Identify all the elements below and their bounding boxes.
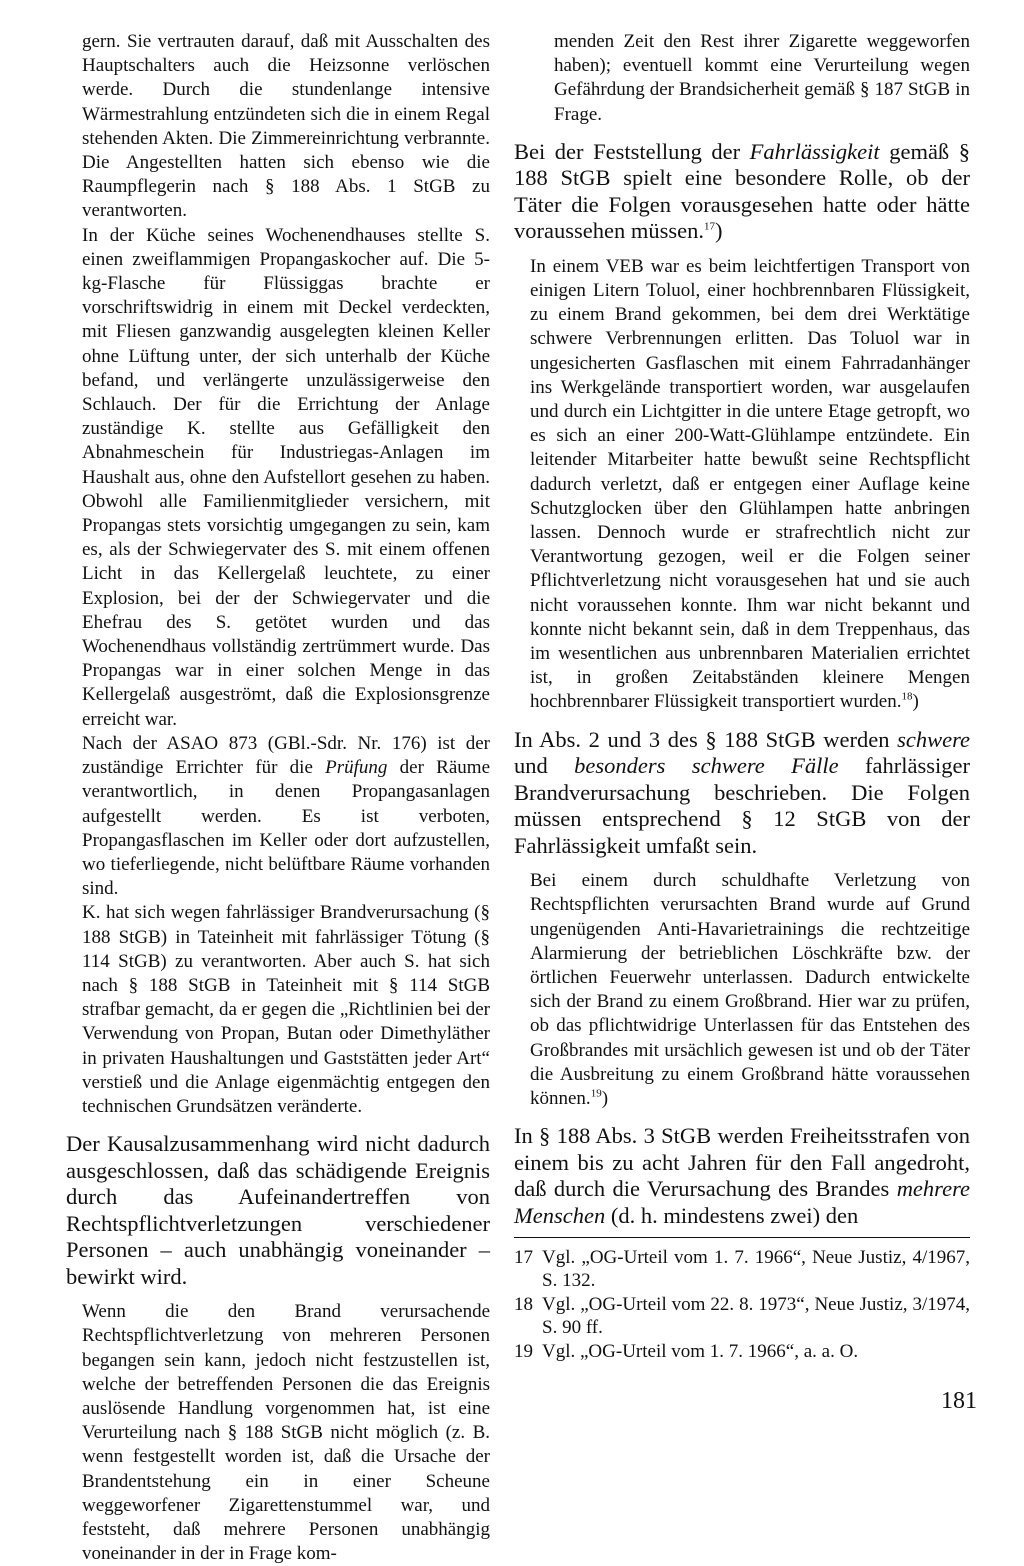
emphasis: schwere: [897, 726, 970, 752]
footnote-18: [514, 1293, 970, 1339]
right-paragraph-6: [514, 1123, 970, 1229]
left-paragraph-2: In der Küche seines Wochenendhauses stellte S. einen zweiflammigen Propangaskocher auf. Die 5-kg-Flasche für Flüssiggas brachte er vorschriftswidrig in einem mit Deckel verdeckten, mit Fliesen ganzwandig ausgelegten kleinen Keller ohne Lüftung unter, der sich unterhalb der Küche befand, und verlängerte unzulässigerweise den Schlauch. Der für die Errichtung der Anlage zuständige K. stellte aus Gefälligkeit den Abnahmeschein für Industriegas-Anlagen im Haushalt aus, ohne den Aufstellort gesehen zu haben. Obwohl alle Familienmitglieder versichern, mit Propangas stets vorsichtig umgegangen zu sein, kam es, als der Schwiegervater des S. mit einem offenen Licht in das Kellergelaß leuchtete, zu einer Explosion, bei der der Schwiegervater und die Ehefrau des S. getötet wurden und das Wochenendhaus vollständig zertrümmert wurde. Das Propangas war in einer solchen Menge in das Kellergelaß ausgeströmt, daß die Explosionsgrenze erreicht war.: [82, 224, 490, 730]
text-run: In einem VEB war es beim leichtfertigen Transport von einigen Litern Toluol, einer hochbrennbaren Flüssigkeit, zu einem Brand gekommen, bei dem drei Werktätige schwere Verbrennungen erlitten. Das Toluol war in ungesicherten Gasflaschen mit einem Fahrradanhänger ins Werkgelände transportiert worden, war ausgelaufen und durch ein Lichtgitter in die untere Etage getropft, wo es sich an einer 200-Watt-Glühlampe entzündete. Ein leitender Mitarbeiter hatte bewußt seine Rechtspflicht dadurch verletzt, daß er entgegen einer Auflage keine Schutzglocken über den Glühlampen hatte anbringen lassen. Dennoch wurde er strafrechtlich nicht zur Verantwortung gezogen, weil er die Folgen seiner Pflichtverletzung nicht vorausgesehen hat und sie auch nicht voraussehen konnte. Ihm war nicht bekannt und konnte nicht bekannt sein, daß in dem Treppenhaus, das im wesentlichen aus unbrennbaren Materialien errichtet ist, in großen Zeitabständen kleinere Mengen hochbrennbarer Flüssigkeit transportiert wurden.: [530, 255, 970, 713]
text-run: ): [912, 691, 919, 713]
emphasis: Fahrlässigkeit: [749, 138, 880, 164]
emphasis: Prüfung: [325, 757, 388, 779]
emphasis: besonders schwere Fälle: [574, 753, 839, 779]
page-number: 181: [941, 1388, 977, 1414]
text-run: und: [514, 753, 575, 779]
left-paragraph-1: gern. Sie vertrauten darauf, daß mit Ausschalten des Hauptschalters auch die Heizsonne verlöschen werde. Durch die stundenlange intensive Wärmestrahlung entzündeten sich die in einem Regal stehenden Akten. Die Zimmereinrichtung verbrannte. Die Angestellten hatten sich ebenso wie die Raumpflegerin nach § 188 Abs. 1 StGB zu verantworten.: [82, 31, 490, 222]
footnote-text: Vgl. „OG-Urteil vom 1. 7. 1966“, a. a. O.: [542, 1341, 859, 1363]
right-column: [514, 30, 970, 1364]
left-paragraph-3: [66, 732, 490, 901]
footnote-ref-17: 17: [703, 220, 715, 233]
footnote-number: 18: [514, 1294, 533, 1316]
text-run: (d. h. mindestens zwei) den: [605, 1202, 859, 1228]
left-paragraph-6: Wenn die den Brand verursachende Rechtspflichtverletzung von mehreren Personen begangen sein kann, jedoch nicht festzustellen ist, welche der betreffenden Personen die das Ereignis auslösende Handlung vorgenommen hat, ist eine Verurteilung nach § 188 StGB nicht möglich (z. B. wenn festgestellt worden ist, daß die Ursache der Brandentstehung ein in einer Scheune weggeworfener Zigarettenstummel war, und feststeht, daß mehrere Personen unabhängig voneinander in der in Frage kom-: [82, 1301, 490, 1565]
right-paragraph-2: [514, 139, 970, 245]
right-paragraph-5: [514, 869, 970, 1111]
right-paragraph-1: menden Zeit den Rest ihrer Zigarette weggeworfen haben); eventuell kommt eine Verurteilung wegen Gefährdung der Brandsicherheit gemäß § 187 StGB in Frage.: [554, 31, 970, 125]
right-paragraph-4: [514, 727, 970, 860]
left-column: [66, 30, 490, 1566]
text-run: ): [601, 1088, 609, 1109]
footnote-number: 19: [514, 1341, 533, 1363]
footnote-ref-18: 18: [901, 691, 913, 704]
text-run: der Räume verantwortlich, in denen Propangasanlagen aufgestellt werden. Es ist verboten, Propangasflaschen im Keller oder dort aufzustellen, wo tieferliegende, nicht belüftbare Räume vorhanden sind.: [82, 757, 490, 900]
footnote-19: [514, 1340, 970, 1363]
left-paragraph-4: K. hat sich wegen fahrlässiger Brandverursachung (§ 188 StGB) in Tateinheit mit fahrlässiger Tötung (§ 114 StGB) zu verantworten. Aber auch S. hat sich nach § 188 StGB in Tateinheit mit § 114 StGB strafbar gemacht, da er gegen die „Richtlinien bei der Verwendung von Propan, Butan oder Dimethyläther in privaten Haushaltungen und Gaststätten jeder Art“ verstieß und die Anlage eigenmächtig entgegen den technischen Grundsätzen veränderte.: [82, 902, 490, 1117]
text-run: ): [714, 218, 723, 244]
footnote-17: [514, 1246, 970, 1292]
footnote-text: Vgl. „OG-Urteil vom 1. 7. 1966“, Neue Justiz, 4/1967, S. 132.: [542, 1247, 970, 1292]
footnote-text: Vgl. „OG-Urteil vom 22. 8. 1973“, Neue Justiz, 3/1974, S. 90 ff.: [542, 1294, 970, 1339]
text-run: In § 188 Abs. 3 StGB werden Freiheitsstrafen von einem bis zu acht Jahren für den Fall angedroht, daß durch die Verursachung des Brandes: [514, 1123, 970, 1202]
footnote-ref-19: 19: [590, 1087, 602, 1100]
emphasis: mehrere Menschen: [514, 1176, 970, 1228]
text-run: fahrlässiger Brandverursachung beschrieben. Die Folgen müssen entsprechend § 12 StGB von der Fahrlässigkeit umfaßt sein.: [514, 753, 971, 858]
right-paragraph-3: [514, 255, 970, 715]
footnotes: [514, 1237, 970, 1363]
text-run: gemäß § 188 StGB spielt eine besondere Rolle, ob der Täter die Folgen vorausgesehen hatte oder hätte voraussehen müssen.: [514, 138, 970, 244]
text-run: Nach der ASAO 873 (GBl.-Sdr. Nr. 176) ist der zuständige Errichter für die: [82, 732, 490, 779]
text-run: Bei der Feststellung der: [514, 138, 750, 164]
text-run: In Abs. 2 und 3 des § 188 StGB werden: [514, 726, 898, 752]
footnote-number: 17: [514, 1247, 533, 1269]
left-paragraph-5: Der Kausalzusammenhang wird nicht dadurch ausgeschlossen, daß das schädigende Ereignis durch das Aufeinandertreffen von Rechtspflichtverletzungen verschiedener Personen – auch unabhängig voneinander – bewirkt wird.: [66, 1131, 490, 1289]
text-run: Bei einem durch schuldhafte Verletzung von Rechtspflichten verursachten Brand wurde auf Grund ungenügenden Anti-Havarietrainings die rechtzeitige Alarmierung der betrieblichen Löschkräfte bzw. der örtlichen Feuerwehr unterlassen. Dadurch entwickelte sich der Brand zu einem Großbrand. Hier war zu prüfen, ob das pflichtwidrige Unterlassen für das Entstehen des Großbrandes mit ursächlich gewesen ist und ob der Täter die Ausbreitung zu einem Großbrand hätte voraussehen können.: [530, 870, 970, 1109]
